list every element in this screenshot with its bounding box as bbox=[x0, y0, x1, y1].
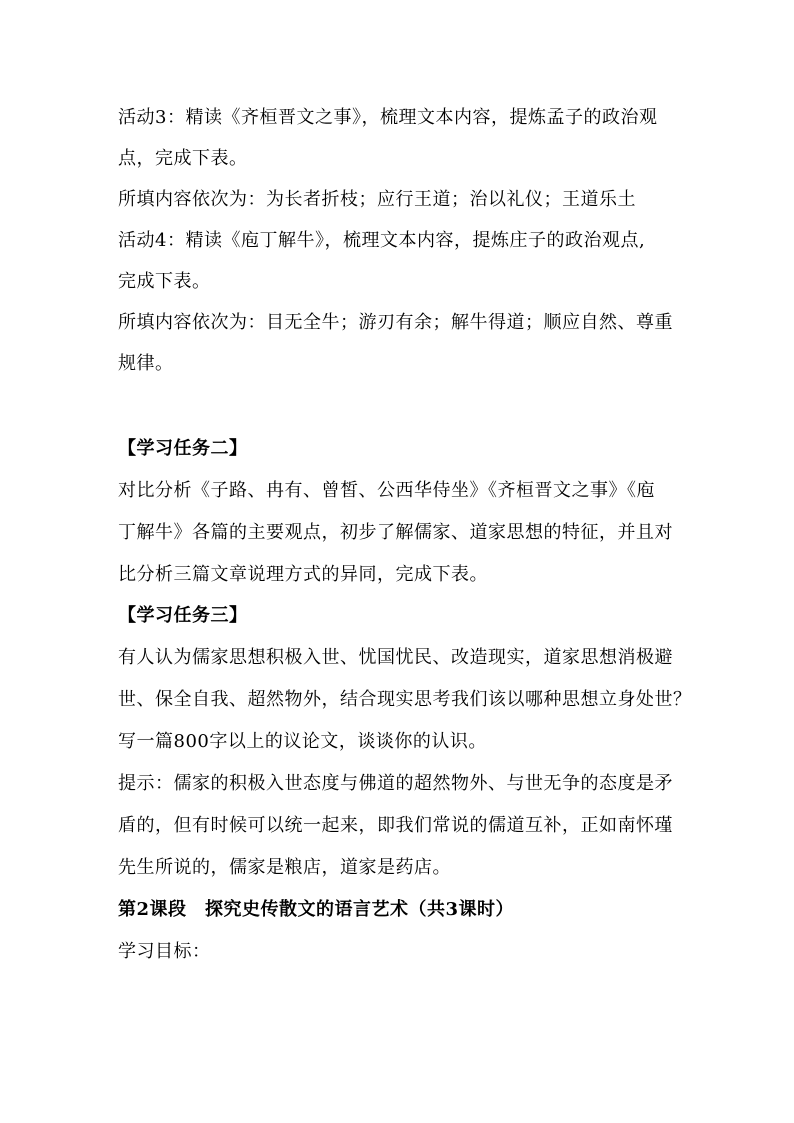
task-2-line-2: 丁解牛》各篇的主要观点，初步了解儒家、道家思想的特征，并且对 bbox=[118, 522, 673, 543]
activity-4-line-2: 完成下表。 bbox=[118, 271, 211, 292]
answer-4-line-2: 规律。 bbox=[118, 353, 174, 374]
learning-objectives-label: 学习目标： bbox=[118, 941, 211, 962]
task-3-line-2: 世、保全自我、超然物外，结合现实思考我们该以哪种思想立身处世？ bbox=[118, 689, 692, 710]
task-3-line-3: 写一篇800字以上的议论文，谈谈你的认识。 bbox=[118, 731, 487, 752]
activity-3-line-1: 活动3：精读《齐桓晋文之事》，梳理文本内容，提炼孟子的政治观 bbox=[118, 107, 658, 128]
task-2-line-3: 比分析三篇文章说理方式的异同，完成下表。 bbox=[118, 564, 488, 585]
hint-line-1: 提示：儒家的积极入世态度与佛道的超然物外、与世无争的态度是矛 bbox=[118, 773, 673, 794]
task-3-heading: 【学习任务三】 bbox=[118, 605, 248, 626]
task-3-line-1: 有人认为儒家思想积极入世、忧国忧民、改造现实，道家思想消极避 bbox=[118, 647, 673, 668]
answer-4-line-1: 所填内容依次为：目无全牛；游刃有余；解牛得道；顺应自然、尊重 bbox=[118, 312, 673, 333]
task-2-heading: 【学习任务二】 bbox=[118, 438, 248, 459]
activity-3-line-2: 点，完成下表。 bbox=[118, 148, 248, 169]
section-2-heading: 第2课段 探究史传散文的语言艺术（共3课时） bbox=[118, 899, 515, 920]
task-2-line-1: 对比分析《子路、冉有、曾皙、公西华侍坐》《齐桓晋文之事》《庖 bbox=[118, 480, 655, 501]
answer-3: 所填内容依次为：为长者折枝；应行王道；治以礼仪；王道乐土 bbox=[118, 189, 636, 210]
hint-line-3: 先生所说的，儒家是粮店，道家是药店。 bbox=[118, 857, 451, 878]
hint-line-2: 盾的，但有时候可以统一起来，即我们常说的儒道互补，正如南怀瑾 bbox=[118, 815, 673, 836]
activity-4-line-1: 活动4：精读《庖丁解牛》，梳理文本内容，提炼庄子的政治观点, bbox=[118, 230, 646, 251]
